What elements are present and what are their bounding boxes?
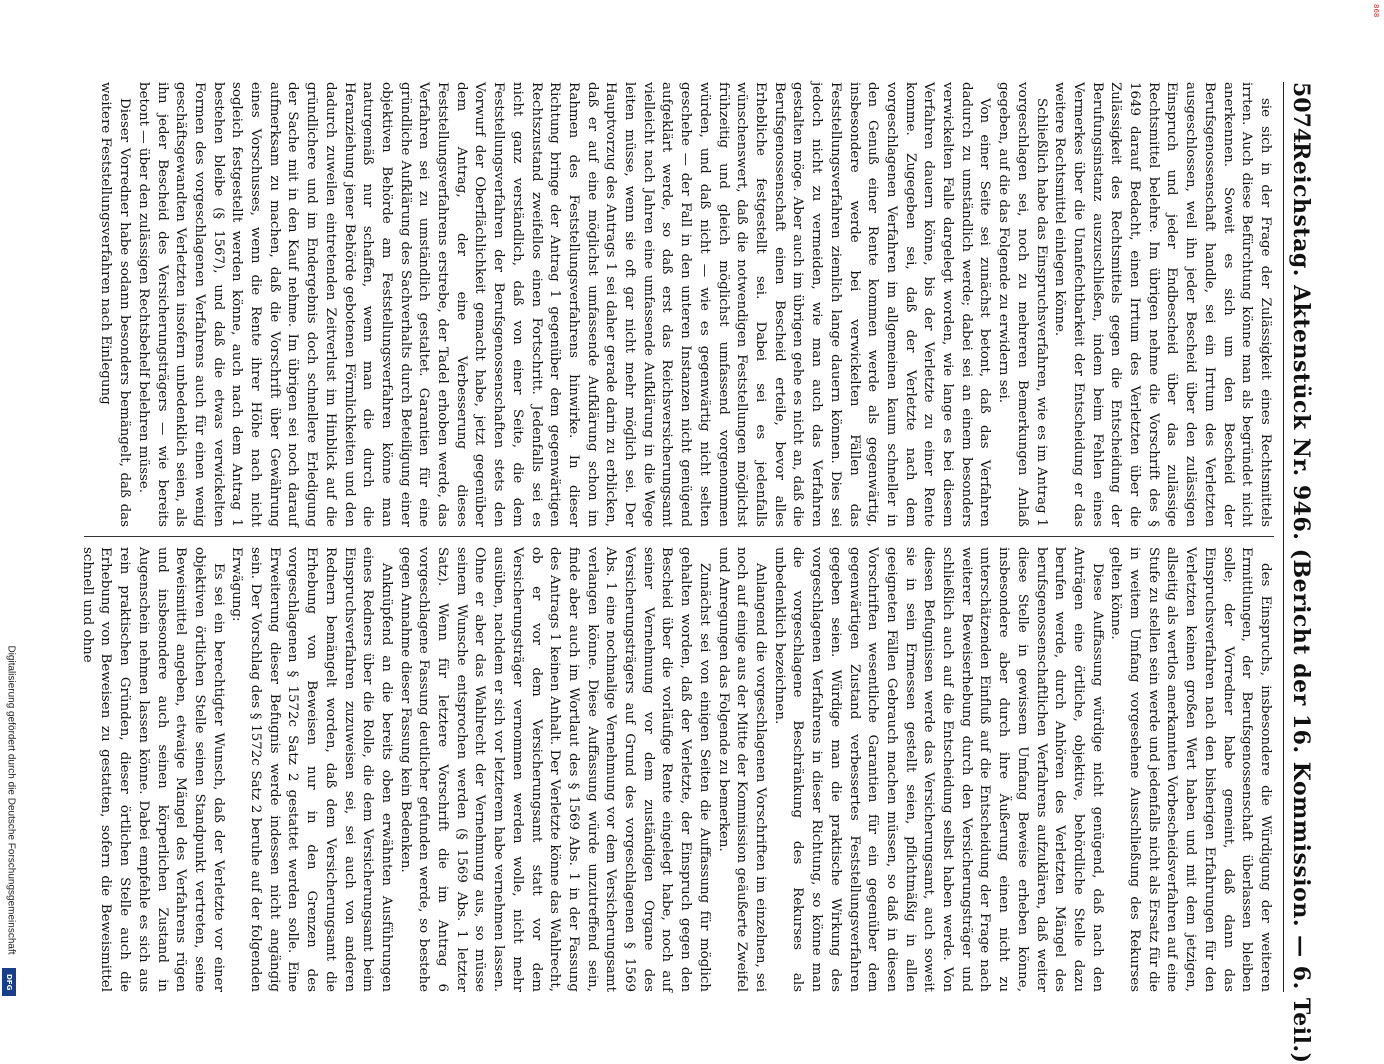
credit-text: Digitalisierung gefördert durch die Deutsche Forschungsgemeinschaft <box>5 645 17 955</box>
paragraph: Zunächst sei von einigen Seiten die Auffassung für möglich gehalten worden, daß der Verletzte, der Einspruch gegen den Bescheid über die vorläufige Rente eingelegt habe, noch auf seiner Vernehmung vor dem zuständigen Organe des Versicherungsträgers auf Grund des vorgeschlagenen § 1569 Abs. 1 eine nochmalige Vernehmung vor dem Versicherungsamt verlangen könne. Diese Auffassung würde unzutreffend sein, finde aber auch im Wortlaut des § 1569 Abs. 1 in der Fassung des Antrags 1 keinen Anhalt. Der Verletzte könne das Wahlrecht, ob er vor dem Versicherungsamt statt vor dem Versicherungsträger vernommen werden wolle, nicht mehr ausüben, nachdem er sich vor letzterem habe vernehmen lassen. Ohne er aber das Wahlrecht der Vernehmung aus, so müsse seinem Wunsche entsprochen werden (§ 1569 Abs. 1 letzter Satz). Wenn für letztere Vorschrift die im Antrag 6 vorgeschlagene Fassung deutlicher gefunden werde, so bestehe gegen Annahme dieser Fassung kein Bedenken. <box>397 547 712 992</box>
digitization-credit <box>2 600 20 1000</box>
page-number: 5074 <box>1288 82 1314 144</box>
paragraph: Schließlich habe das Einspruchsverfahren, wie es im Antrag 1 vorgeschlagen sei, noch zu mehreren Bemerkungen Anlaß gegeben, auf die das Folgende zu erwidern sei. <box>996 82 1049 527</box>
corner-page-mark: 868 <box>1372 4 1380 18</box>
running-header <box>1283 82 1318 1064</box>
paragraph: Anlangend die vorgeschlagenen Vorschriften im einzelnen, sei noch auf einige aus der Mitte der Kommission geäußerte Zweifel und Anregungen das Folgende zu bemerken. <box>715 547 769 992</box>
paragraph: sie sich in der Frage der Zulässigkeit eines Rechtsmittels irrten. Auch diese Befürchtung könne man als begründet nicht anerkennen. Soweit es sich um den Bescheid der Berufsgenossenschaft handle, sei ein Irrtum des Verletzten ausgeschlossen, weil ihn jeder Bescheid über den zulässigen Einspruch und jeder Endbescheid über das zulässige Rechtsmittel belehre. Im übrigen nehme die Vorschrift des § 1649 darauf Bedacht, einen Irrtum des Verletzten über die Zulässigkeit des Rechtsmittels gegen die Entscheidung der Berufungsinstanz auszuschließen, indem beim Fehlen eines Vermerkes über die Unanfechtbarkeit der Entscheidung er das weitere Rechtsmittel einlegen könne. <box>1052 82 1273 527</box>
dfg-logo: DFG <box>2 968 16 996</box>
column-divider <box>84 536 1274 537</box>
paragraph: Es sei ein berechtigter Wunsch, daß der Verletzte vor einer objektiven örtlichen Stelle seinen Standpunkt vertreten, seine Beweismittel angeben, etwaige Mängel des Verfahrens rügen und insbesondere auch seinen körperlichen Zustand in Augenschein nehmen lassen könne. Dabei empfehle es sich aus rein praktischen Gründen, dieser örtlichen Stelle auch die Erhebung von Beweisen zu gestatten, sofern die Beweismittel schnell und ohne <box>79 547 226 992</box>
paragraph: Von einer Seite sei zunächst betont, daß das Verfahren dadurch zu umständlich werde; dabei sei an einem besonders verwickelten Falle dargelegt worden, wie lange es bei diesem Verfahren dauern könne, bis der Verletzte zu einer Rente komme. Zugegeben sei, daß der Verletzte nach dem vorgeschlagenen Verfahren im allgemeinen kaum schneller in den Genuß einer Rente kommen werde als gegenwärtig, insbesondere werde bei verwickelten Fällen das Feststellungsverfahren ziemlich lange dauern können. Dies sei jedoch nicht zu vermeiden, wie man auch das Verfahren gestalten möge. Aber auch im übrigen gehe es nicht an, daß die Berufsgenossenschaft einen Bescheid erteile, bevor alles Erhebliche festgestellt sei. Dabei sei es jedenfalls wünschenswert, daß die notwendigen Feststellungen möglichst frühzeitig und gleich möglichst umfassend vorgenommen würden, und daß nicht — wie es gegenwärtig nicht selten geschehe — der Fall in den unteren Instanzen nicht genügend aufgeklärt werde, so daß erst das Reichsversicherungsamt vielleicht nach Jahren eine umfassende Aufklärung in die Wege leiten müsse, wenn sie oft gar nicht mehr möglich sei. Der Hauptvorzug des Antrags 1 sei daher gerade darin zu erblicken, daß er auf eine möglichst umfassende Aufklärung schon im Rahmen des Feststellungsverfahrens hinwirke. In dieser Richtung bringe der Antrag 1 gegenüber dem gegenwärtigen Rechtszustand zweifellos einen Fortschritt. Jedenfalls sei es nicht ganz verständlich, daß von einer Seite, die dem Feststellungsverfahren der Berufsgenossenschaften stets den Vorwurf der Oberflächlichkeit gemacht habe, jetzt gegenüber dem Antrag, der eine Verbesserung dieses Feststellungsverfahrens erstrebe, der Tadel erhoben werde, das Verfahren sei zu umständlich gestaltet. Garantien für eine gründliche Aufklärung des Sachverhalts durch Beteiligung einer objektiven Behörde am Feststellungsverfahren könne man naturgemäß nur schaffen, wenn man die durch die Heranziehung jener Behörde gebotenen Förmlichkeiten und den dadurch zuweilen eintretenden Zeitverlust im Hinblick auf die gründlichere und im Endergebnis doch schnellere Erledigung der Sache mit in den Kauf nehme. Im übrigen sei noch darauf aufmerksam zu machen, daß die Vorschrift über Gewährung eines Vorschusses, wenn die Rente ihrer Höhe nach nicht sogleich festgestellt werden könne, auch nach dem Antrag 1 bestehen bleibe (§ 1567), und daß die etwas verwickelten Formen des vorgeschlagenen Verfahrens auch für einen wenig geschäftsgewandten Verletzten insofern unbedenklich seien, als ihn jeder Bescheid des Versicherungsträgers — wie bereits betont — über den zulässigen Rechtsbehelf belehren müsse. <box>135 82 993 527</box>
rotated-page-content <box>78 82 1318 1064</box>
right-column <box>79 547 1274 992</box>
paragraph: des Einspruchs, insbesondere die Würdigung der weiteren Ermittlungen, der Berufsgenossenschaft überlassen bleiben solle; der Vorredner habe gemeint, daß dann das Einspruchsverfahren nach den bisherigen Erfahrungen für den Verletzten keinen großen Wert haben und mit dem jetzigen, allseitig als wertlos anerkannten Vorbescheidsverfahren auf eine Stufe zu stellen sein werde und jedenfalls nicht als Ersatz für die in weitem Umfang vorgesehene Ausschließung des Rekurses gelten könne. <box>1108 547 1273 992</box>
paragraph: Dieser Vorredner habe sodann besonders bemängelt, daß das weitere Feststellungsverfahren nach Einlegung <box>98 82 133 527</box>
paragraph: Diese Auffassung würdige nicht genügend, daß nach den Anträgen eine örtliche, objektive, behördliche Stelle dazu berufen werde, durch Anhören des Verletzten Mängel des berufsgenossenschaftlichen Verfahrens aufzuklären, daß weiter diese Stelle in gewissem Umfang Beweise erheben könne, insbesondere aber durch ihre Äußerung einen nicht zu unterschätzenden Einfluß auf die Entscheidung der Frage nach weiterer Beweiserhebung durch den Versicherungsträger und schließlich auch auf die Entscheidung selbst haben werde. Von diesen Befugnissen werde das Versicherungsamt, auch soweit sie in sein Ermessen gestellt seien, pflichtmäßig in allen geeigneten Fällen Gebrauch machen müssen, so daß in diesen Vorschriften wesentliche Garantien für ein gegenüber dem gegenwärtigen Zustand verbessertes Feststellungsverfahren gegeben seien. Würdige man die praktische Wirkung des vorgeschlagenen Verfahrens in dieser Richtung, so könne man die vorgeschlagene Beschränkung des Rekurses als unbedenklich bezeichnen. <box>771 547 1105 992</box>
scanned-page <box>78 82 1318 1064</box>
left-column <box>84 82 1274 527</box>
header-title: Reichstag. Aktenstück Nr. 946. (Bericht der 16. Kommission. — 6. Teil.) <box>1288 142 1314 1064</box>
paragraph: Anknüpfend an die bereits oben erwähnten Ausführungen eines Redners über die Rolle, die dem Versicherungsamt beim Einspruchsverfahren zuzuweisen sei, sei auch von anderen Rednern bemängelt worden, daß dem Versicherungsamt die Erhebung von Beweisen nur in den Grenzen des vorgeschlagenen § 1572c Satz 2 gestattet werden solle. Eine Erweiterung dieser Befugnis werde indessen nicht angängig sein. Der Vorschlag des § 1572c Satz 2 beruhe auf der folgenden Erwägung: <box>229 547 394 992</box>
